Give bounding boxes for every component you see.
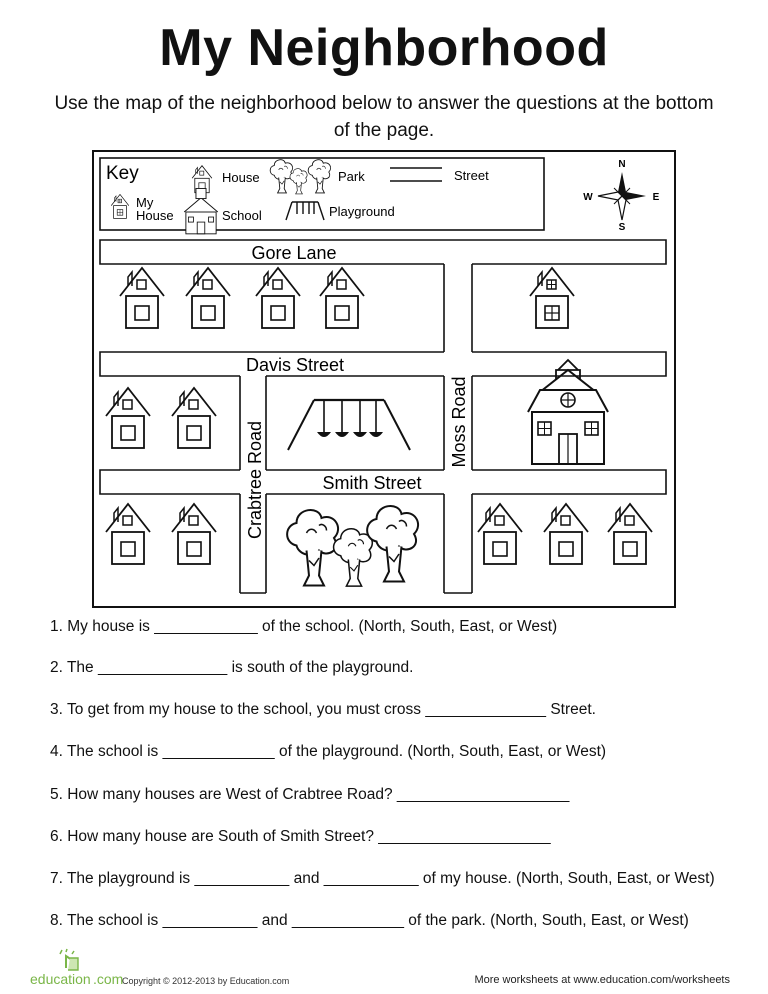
davis-street — [100, 352, 666, 376]
question-6: 6. How many house are South of Smith Street? ____________________ — [50, 828, 551, 845]
compass-east: E — [652, 192, 660, 203]
question-8: 8. The school is ___________ and _____________ of the park. (North, South, East, or West) — [50, 912, 689, 929]
moss-road-label: Moss Road — [449, 376, 469, 468]
question-4: 4. The school is _____________ of the playground. (North, South, East, or West) — [50, 743, 607, 760]
question-7: 7. The playground is ___________ and ___________ of my house. (North, South, East, or West) — [50, 870, 715, 887]
crabtree-road-label: Crabtree Road — [245, 420, 265, 540]
key-school-label: School — [222, 208, 262, 223]
gore-lane-street — [100, 240, 666, 264]
compass-north: N — [618, 159, 626, 170]
more-worksheets-link[interactable]: More worksheets at www.education.com/worksheets — [474, 974, 730, 986]
key-park-label: Park — [338, 169, 365, 184]
question-3: 3. To get from my house to the school, you must cross ______________ Street. — [50, 701, 596, 718]
logo-mark-icon — [60, 949, 78, 970]
key-street-label: Street — [454, 168, 489, 183]
logo-text: education — [30, 971, 91, 987]
smith-street-label: Smith Street — [322, 473, 422, 493]
instructions: Use the map of the neighborhood below to answer the questions at the bottom of the page. — [54, 93, 714, 141]
key-house-label: House — [222, 170, 260, 185]
compass-west: W — [583, 192, 593, 203]
logo-suffix: .com — [93, 971, 124, 987]
page-title: My Neighborhood — [159, 19, 609, 77]
key-heading: Key — [106, 163, 139, 184]
question-1: 1. My house is ____________ of the school. (North, South, East, or West) — [50, 618, 558, 635]
question-2: 2. The _______________ is south of the playground. — [50, 659, 414, 676]
gore-lane-label: Gore Lane — [251, 243, 337, 263]
key-my-house-label-2: House — [136, 208, 174, 223]
davis-street-label: Davis Street — [245, 355, 345, 375]
compass-south: S — [618, 222, 626, 233]
neighborhood-map — [92, 150, 676, 608]
education-logo[interactable] — [30, 950, 124, 993]
question-5: 5. How many houses are West of Crabtree Road? ____________________ — [50, 786, 570, 803]
key-playground-label: Playground — [329, 204, 395, 219]
key-my-house-label-1: My — [136, 195, 154, 210]
copyright: Copyright © 2012-2013 by Education.com — [122, 976, 290, 986]
